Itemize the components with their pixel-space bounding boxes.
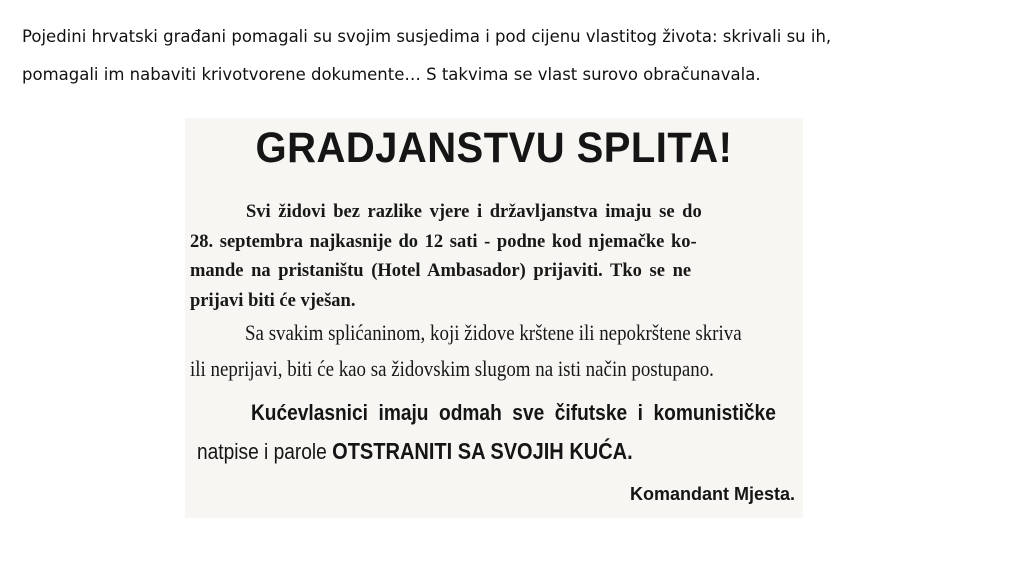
poster-paragraph-3-line: Kućevlasnici imaju odmah sve čifutske i komunističke <box>250 400 776 425</box>
poster-paragraph-1 <box>190 198 792 316</box>
poster-paragraph-1-line: Svi židovi bez razlike vjere i državljanstva imaju se do <box>246 202 702 222</box>
intro-line-1: Pojedini hrvatski građani pomagali su svojim susjedima i pod cijenu vlastitog života: skrivali su ih, <box>22 27 832 46</box>
intro-line-2: pomagali im nabaviti krivotvorene dokumente… S takvima se vlast surovo obračunavala. <box>22 65 761 84</box>
poster-paragraph-2-line: Sa svakim splićaninom, koji židove krštene ili nepokrštene skriva <box>245 320 742 345</box>
poster-paragraph-2 <box>190 315 742 387</box>
poster-paragraph-3-emphasis: OTSTRANITI SA SVOJIH KUĆA. <box>332 438 633 464</box>
poster-title: GRADJANSTVU SPLITA! <box>255 124 733 172</box>
poster-image <box>185 118 803 518</box>
poster-paragraph-3 <box>197 394 776 471</box>
poster-paragraph-1-line: prijavi biti će vješan. <box>190 290 356 311</box>
poster-paragraph-2-line: ili neprijavi, biti će kao sa židovskim slugom na isti način postupano. <box>190 356 714 381</box>
poster-paragraph-3-line <box>197 432 763 471</box>
intro-text <box>22 18 1002 94</box>
poster-paragraph-3-plain: natpise i parole <box>197 439 333 464</box>
poster-paragraph-1-line: mande na pristaništu (Hotel Ambasador) prijaviti. Tko se ne <box>190 261 692 281</box>
poster-paragraph-1-line: 28. septembra najkasnije do 12 sati - podne kod njemačke ko- <box>190 231 697 252</box>
poster-signature: Komandant Mjesta. <box>629 484 795 504</box>
